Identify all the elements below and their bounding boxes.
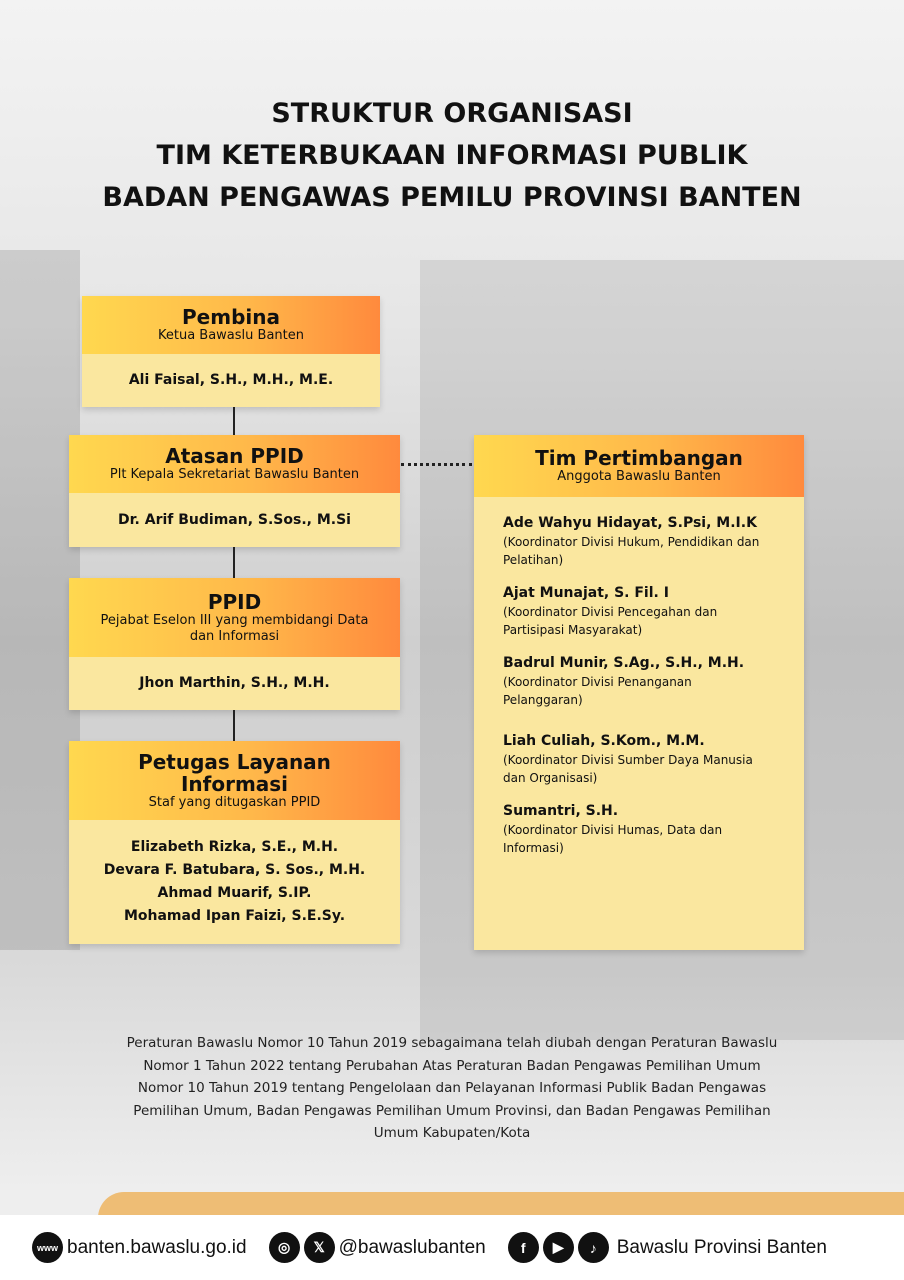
petugas-name: Ahmad Muarif, S.IP. — [157, 885, 312, 901]
atasan-box — [69, 435, 400, 547]
pembina-name: Ali Faisal, S.H., M.H., M.E. — [128, 372, 334, 388]
ppid-heading: PPID — [207, 589, 262, 614]
atasan-name: Dr. Arif Budiman, S.Sos., M.Si — [118, 511, 351, 528]
page-name[interactable]: Bawaslu Provinsi Banten — [616, 1236, 827, 1258]
connector-line — [233, 547, 235, 578]
footer — [0, 1215, 904, 1280]
ppid-sub: Pejabat Eselon III yang membidangi Data dan Informasi — [100, 612, 369, 644]
x-icon[interactable]: 𝕏 — [304, 1232, 335, 1263]
member — [503, 653, 774, 709]
member — [503, 731, 774, 787]
petugas-name: Elizabeth Rizka, S.E., M.H. — [130, 839, 339, 855]
title-line: STRUKTUR ORGANISASI — [271, 98, 633, 129]
petugas-name: Devara F. Batubara, S. Sos., M.H. — [103, 862, 366, 878]
pembina-sub: Ketua Bawaslu Banten — [157, 328, 304, 343]
ppid-box — [69, 578, 400, 710]
facebook-icon[interactable]: f — [508, 1232, 539, 1263]
regulation-text — [0, 1032, 904, 1145]
petugas-name: Mohamad Ipan Faizi, S.E.Sy. — [123, 908, 346, 924]
atasan-heading: Atasan PPID — [165, 444, 304, 468]
website-link[interactable]: banten.bawaslu.go.id — [67, 1236, 247, 1258]
petugas-box — [69, 741, 400, 944]
petugas-heading: Petugas Layanan Informasi — [138, 749, 331, 796]
member-role: (Koordinator Divisi Pencegahan dan Partisipasi Masyarakat) — [503, 605, 718, 637]
member-name: Liah Culiah, S.Kom., M.M. — [503, 733, 705, 749]
youtube-icon[interactable]: ▶ — [543, 1232, 574, 1263]
member-role: (Koordinator Divisi Humas, Data dan Informasi) — [503, 823, 723, 855]
member-name: Sumantri, S.H. — [503, 803, 619, 819]
member-name: Ade Wahyu Hidayat, S.Psi, M.I.K — [503, 515, 757, 531]
regulation-paragraph: Peraturan Bawaslu Nomor 10 Tahun 2019 sebagaimana telah diubah dengan Peraturan Bawaslu Nomor 1 Tahun 2022 tentang Perubahan Atas Peraturan Badan Pengawas Pemilihan Umum Nomor 10 Tahun 2019 tentang Pengelolaan dan Pelayanan Informasi Publik Badan Pengawas Pemilihan Umum, Badan Pengawas Pemilihan Umum Provinsi, dan Badan Pengawas Pemilihan Umum Kabupaten/Kota — [126, 1035, 778, 1141]
member-role: (Koordinator Divisi Hukum, Pendidikan dan Pelatihan) — [503, 535, 760, 567]
dotted-connector — [401, 463, 472, 466]
title-line: TIM KETERBUKAAN INFORMASI PUBLIK — [156, 140, 748, 171]
tim-sub: Anggota Bawaslu Banten — [557, 469, 721, 484]
connector-line — [233, 407, 235, 435]
tiktok-icon[interactable]: ♪ — [578, 1232, 609, 1263]
title-line: BADAN PENGAWAS PEMILU PROVINSI BANTEN — [102, 182, 802, 213]
background-tree — [0, 250, 80, 950]
member — [503, 583, 774, 639]
atasan-sub: Plt Kepala Sekretariat Bawaslu Banten — [109, 467, 360, 482]
social-handle[interactable]: @bawaslubanten — [338, 1236, 486, 1258]
member-role: (Koordinator Divisi Penanganan Pelanggaran) — [503, 675, 692, 707]
member-role: (Koordinator Divisi Sumber Daya Manusia dan Organisasi) — [503, 753, 753, 785]
tim-box — [474, 435, 804, 950]
petugas-sub: Staf yang ditugaskan PPID — [148, 794, 321, 810]
member-name: Ajat Munajat, S. Fil. I — [503, 585, 669, 601]
connector-line — [233, 710, 235, 741]
instagram-icon[interactable]: ◎ — [269, 1232, 300, 1263]
ppid-name: Jhon Marthin, S.H., M.H. — [139, 675, 330, 691]
globe-icon: www — [32, 1232, 63, 1263]
tim-heading: Tim Pertimbangan — [535, 446, 743, 470]
page-title — [0, 93, 904, 219]
member — [503, 801, 774, 857]
member — [503, 513, 774, 569]
pembina-box — [82, 296, 380, 407]
pembina-heading: Pembina — [182, 305, 280, 329]
member-name: Badrul Munir, S.Ag., S.H., M.H. — [503, 655, 745, 671]
